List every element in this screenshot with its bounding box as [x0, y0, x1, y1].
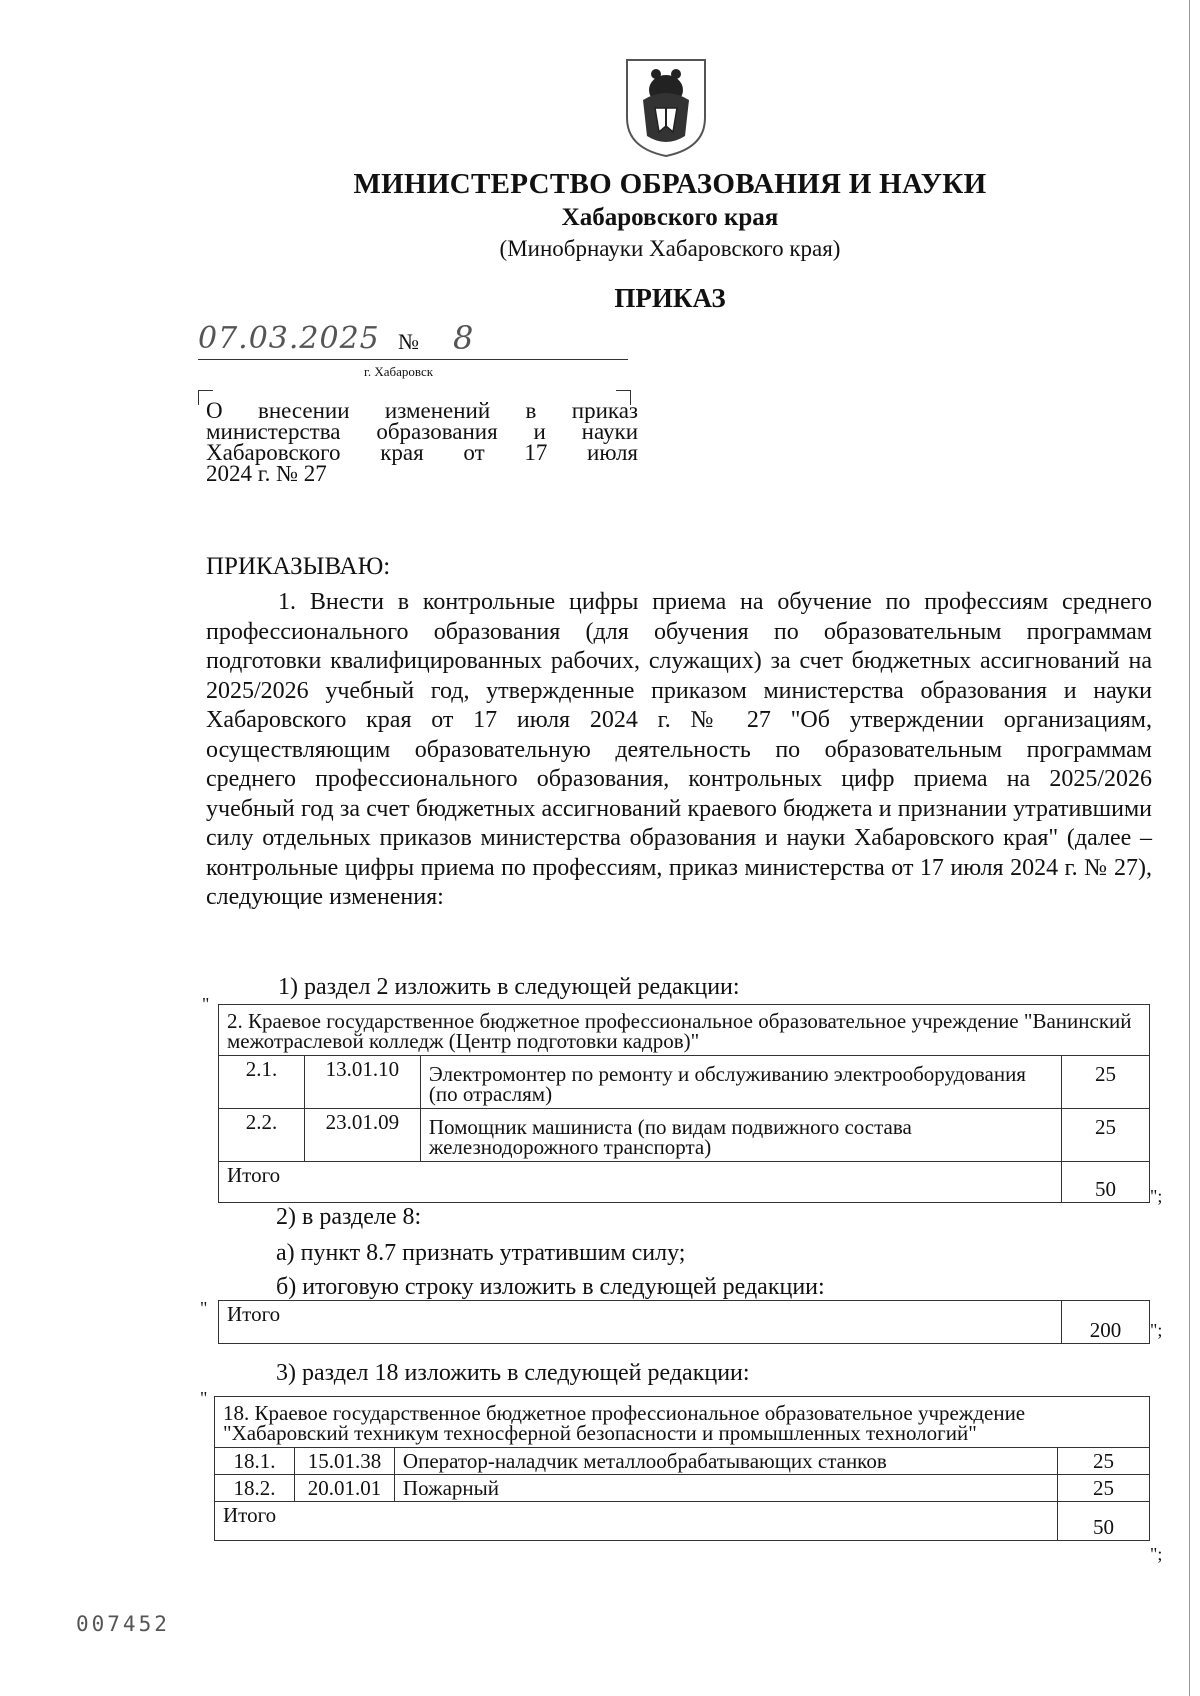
order-subject: [206, 400, 638, 484]
table-total-row: [219, 1301, 1150, 1344]
table-heading: 18. Краевое государственное бюджетное профессиональное образовательное учреждение "Хабаровский техникум техносферной безопасности и промышленных технологий": [215, 1397, 1150, 1448]
total-quantity: 200: [1062, 1301, 1150, 1344]
table-row: [215, 1475, 1150, 1502]
quote-open: ": [200, 1388, 208, 1408]
row-code: 20.01.01: [294, 1475, 394, 1502]
quote-open: ": [202, 994, 210, 1014]
row-profession: Электромонтер по ремонту и обслуживанию электрооборудования (по отраслям): [420, 1056, 1061, 1109]
paragraph-1-text: 1. Внести в контрольные цифры приема на обучение по профессиям среднего профессионального образования (для обучения по образовательным программам подготовки квалифицированных рабочих, служащих) за счет бюджетных ассигнований на 2025/2026 учебный год, утвержденные приказом министерства образования и науки Хабаровского края от 17 июля 2024 г. № 27 "Об утверждении организациям, осуществляющим образовательную деятельность по образовательным программам среднего профессионального образования, контрольных цифр приема на 2025/2026 учебный год за счет бюджетных ассигнований краевого бюджета и признании утратившими силу отдельных приказов министерства образования и науки Хабаровского края" (далее – контрольные цифры приема по профессиям, приказ министерства от 17 июля 2024 г. № 27), следующие изменения:: [206, 589, 1152, 910]
quote-close: ";: [1150, 1186, 1163, 1206]
order-date: 07.03.2025: [198, 321, 380, 356]
row-code: 15.01.38: [294, 1448, 394, 1475]
order-number: 8: [453, 319, 474, 357]
row-quantity: 25: [1062, 1056, 1150, 1109]
row-profession: Пожарный: [394, 1475, 1057, 1502]
table-row: [219, 1056, 1150, 1109]
item-2a: а) пункт 8.7 признать утратившим силу;: [276, 1240, 686, 1266]
stamp-number: 007452: [76, 1612, 170, 1636]
document-type: ПРИКАЗ: [614, 283, 726, 313]
row-code: 23.01.09: [304, 1109, 420, 1162]
total-label: Итого: [215, 1502, 1058, 1541]
total-quantity: 50: [1062, 1162, 1150, 1203]
date-number-line: [198, 319, 628, 360]
item-2b: б) итоговую строку изложить в следующей редакции:: [276, 1274, 825, 1300]
item-2: 2) в разделе 8:: [276, 1204, 422, 1230]
number-label: №: [398, 329, 419, 354]
row-quantity: 25: [1062, 1109, 1150, 1162]
table-row: [219, 1109, 1150, 1162]
table-section-2: [218, 1004, 1150, 1203]
row-quantity: 25: [1058, 1475, 1150, 1502]
subject-line: О внесении изменений в приказ: [206, 398, 638, 423]
paragraph-1: [206, 588, 1152, 913]
table-total-row: [219, 1162, 1150, 1203]
order-word: ПРИКАЗЫВАЮ:: [206, 553, 391, 580]
table-total-row: [215, 1502, 1150, 1541]
quote-close: ";: [1150, 1320, 1163, 1340]
total-label: Итого: [219, 1162, 1062, 1203]
row-profession: Оператор-наладчик металлообрабатывающих станков: [394, 1448, 1057, 1475]
table-section-18: [214, 1396, 1150, 1541]
table-heading-row: [219, 1005, 1150, 1056]
item-3: 3) раздел 18 изложить в следующей редакции:: [276, 1360, 750, 1386]
row-number: 18.1.: [215, 1448, 295, 1475]
row-number: 2.1.: [219, 1056, 305, 1109]
row-code: 13.01.10: [304, 1056, 420, 1109]
row-profession: Помощник машиниста (по видам подвижного состава железнодорожного транспорта): [420, 1109, 1061, 1162]
table-heading-row: [215, 1397, 1150, 1448]
total-label: Итого: [219, 1301, 1062, 1344]
table-heading: 2. Краевое государственное бюджетное профессиональное образовательное учреждение "Ванинский межотраслевой колледж (Центр подготовки кадров)": [219, 1005, 1150, 1056]
table-section-8-total: [218, 1300, 1150, 1344]
quote-open: ": [200, 1298, 208, 1318]
subject-line: министерства образования и науки: [206, 419, 638, 444]
subject-line: Хабаровского края от 17 июля: [206, 440, 638, 465]
quote-close: ";: [1150, 1544, 1163, 1564]
region-name: Хабаровского края: [561, 204, 779, 231]
row-number: 18.2.: [215, 1475, 295, 1502]
subject-line: 2024 г. № 27: [206, 461, 327, 486]
row-quantity: 25: [1058, 1448, 1150, 1475]
item-1: 1) раздел 2 изложить в следующей редакции:: [278, 974, 740, 1000]
coat-of-arms-icon: [623, 56, 709, 160]
ministry-short-name: (Минобрнауки Хабаровского края): [499, 236, 841, 261]
ministry-name: МИНИСТЕРСТВО ОБРАЗОВАНИЯ И НАУКИ: [353, 168, 987, 200]
total-quantity: 50: [1058, 1502, 1150, 1541]
city: г. Хабаровск: [364, 364, 434, 379]
row-number: 2.2.: [219, 1109, 305, 1162]
table-row: [215, 1448, 1150, 1475]
